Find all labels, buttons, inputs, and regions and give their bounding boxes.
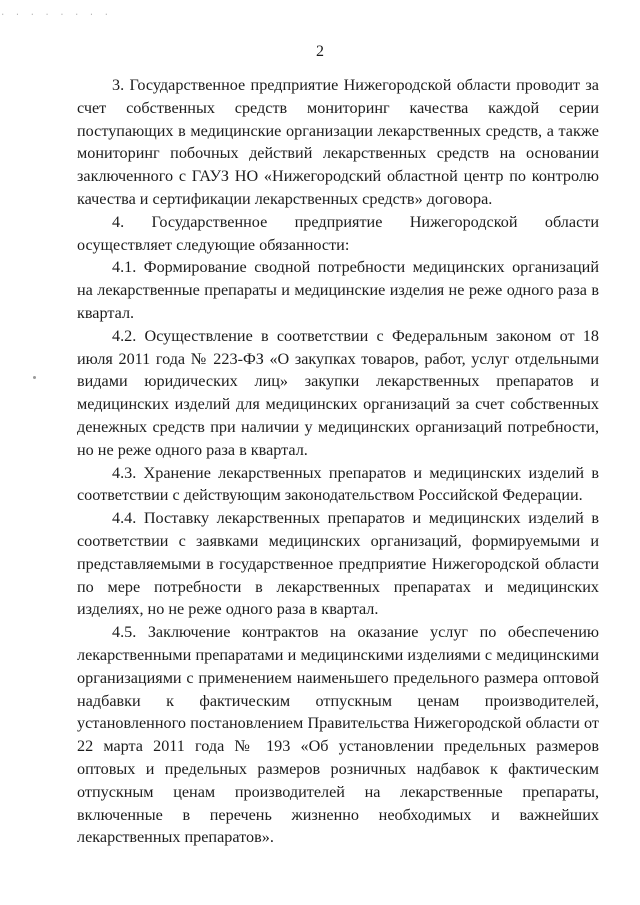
paragraph-3: 3. Государственное предприятие Нижегородской области проводит за счет собственных средств мониторинг качества каждой серии поступающих в медицинские организации лекарственных средств, а также мониторинг побочных действий лекарственных средств на основании заключенного с ГАУЗ НО «Нижегородский областной центр по контролю качества и сертификации лекарственных средств» договора. <box>77 76 599 208</box>
paragraph-4-4: 4.4. Поставку лекарственных препаратов и медицинских изделий в соответствии с заявками медицинских организаций, формируемыми и представляемыми в государственное предприятие Нижегородской области по мере потребности в лекарственных препаратах и медицинских изделиях, но не реже одного раза в квартал. <box>77 509 599 619</box>
scan-artifact: · · · · · · · · <box>0 10 112 20</box>
page-number: 2 <box>316 43 324 60</box>
paragraph-4-2: 4.2. Осуществление в соответствии с Федеральным законом от 18 июля 2011 года № 223-ФЗ «О закупках товаров, работ, услуг отдельными видами юридических лиц» закупки лекарственных препаратов и медицинских изделий для медицинских организаций за счет собственных денежных средств при наличии у медицинских организаций потребности, но не реже одного раза в квартал. <box>77 326 599 459</box>
margin-mark <box>33 376 36 379</box>
paragraph-4-5: 4.5. Заключение контрактов на оказание услуг по обеспечению лекарственными препаратами и медицинскими изделиями с медицинскими организациями с применением наименьшего предельного размера оптовой надбавки к фактическим отпускным ценам производителей, установленного постановлением Правительства Нижегородской области от 22 марта 2011 года № 193 «Об установлении предельных размеров оптовых и предельных размеров розничных надбавок к фактическим отпускным ценам производителей на лекарственные препараты, включенные в перечень жизненно необходимых и важнейших лекарственных препаратов». <box>77 623 599 847</box>
paragraph-4: 4. Государственное предприятие Нижегородской области осуществляет следующие обязанности: <box>77 212 599 254</box>
paragraph-4-3: 4.3. Хранение лекарственных препаратов и медицинских изделий в соответствии с действующим законодательством Российской Федерации. <box>77 463 599 505</box>
document-body <box>77 74 599 849</box>
paragraph-4-1: 4.1. Формирование сводной потребности медицинских организаций на лекарственные препараты и медицинские изделия не реже одного раза в квартал. <box>77 258 599 322</box>
